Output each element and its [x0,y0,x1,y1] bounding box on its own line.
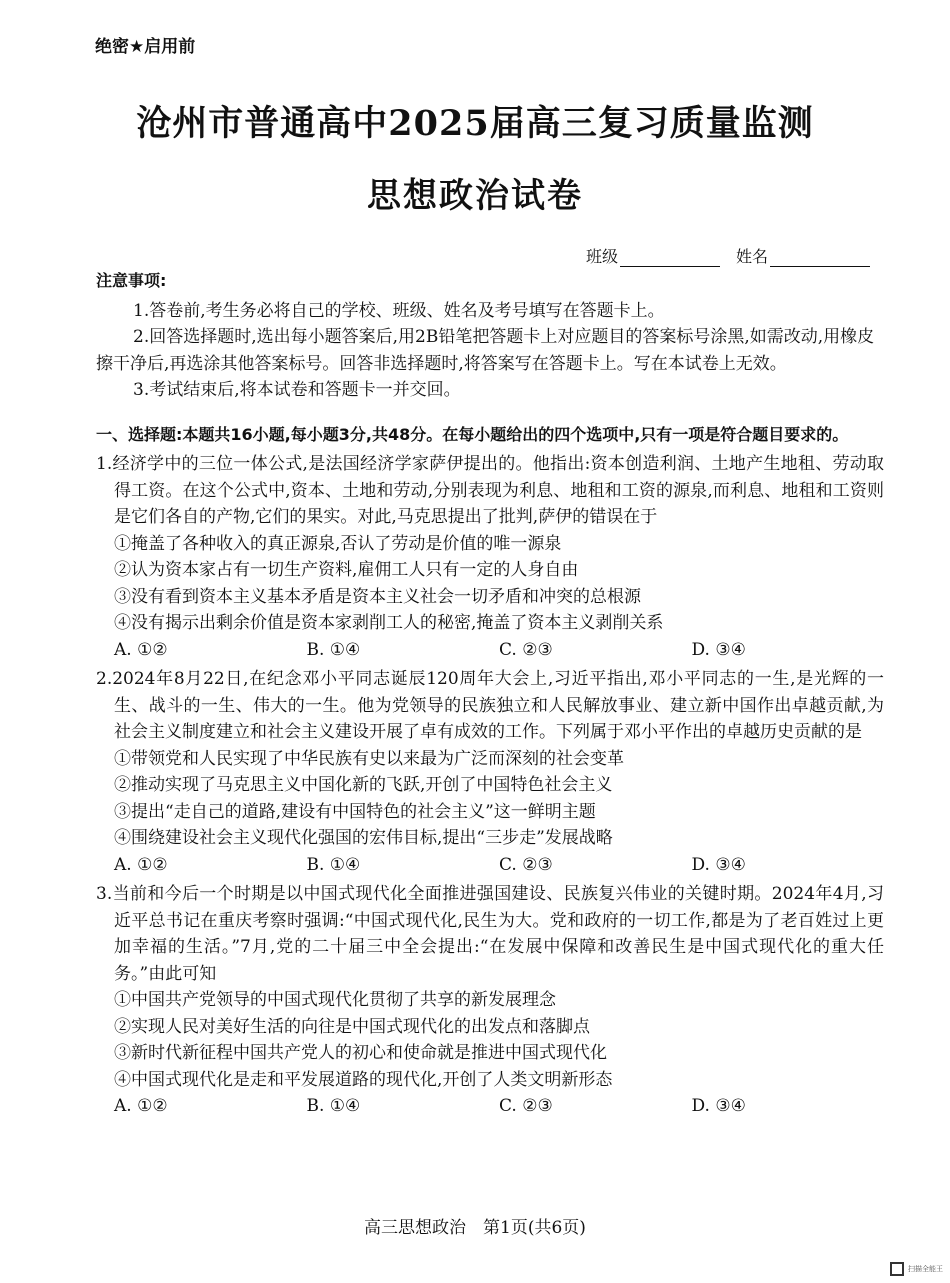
option-a: A. ①② [114,639,168,660]
statement: ②推动实现了马克思主义中国化新的飞跃,开创了中国特色社会主义 [114,775,613,795]
option-d: D. ③④ [691,854,746,875]
notice-heading: 注意事项: [96,271,167,290]
name-blank [770,250,870,267]
class-blank [620,250,720,267]
option-c: C. ②③ [499,1096,553,1116]
subject-title: 思想政治试卷 [367,176,583,216]
option-a: A. ①② [114,1096,168,1116]
statement: ①中国共产党领导的中国式现代化贯彻了共享的新发展理念 [114,990,556,1010]
question-stem: 1.经济学中的三位一体公式,是法国经济学家萨伊提出的。他指出:资本创造利润、土地产生地租、劳动取得工资。在这个公式中,资本、土地和劳动,分别表现为利息、地租和工资的源泉,而利息、地租和工资则是它们各自的产物,它们的果实。对此,马克思提出了批判,萨伊的错误在于 [96,454,884,527]
option-c: C. ②③ [499,854,553,875]
page-footer: 高三思想政治 第1页(共6页) [364,1218,586,1238]
secret-label: 绝密★启用前 [95,37,196,57]
exam-title: 沧州市普通高中2025届高三复习质量监测 [136,103,814,144]
exam-body [96,268,884,1122]
option-b: B. ①④ [306,639,361,660]
option-b: B. ①④ [306,854,361,875]
class-label: 班级 [585,247,618,266]
statement: ④中国式现代化是走和平发展道路的现代化,开创了人类文明新形态 [114,1069,613,1090]
statement: ③没有看到资本主义基本矛盾是资本主义社会一切矛盾和冲突的总根源 [114,586,641,607]
statement: ④没有揭示出剩余价值是资本家剥削工人的秘密,掩盖了资本主义剥削关系 [114,613,664,633]
section-heading: 一、选择题:本题共16小题,每小题3分,共48分。在每小题给出的四个选项中,只有一项是符合题目要求的。 [96,424,849,444]
question-3 [96,881,884,1120]
question-stem: 2.2024年8月22日,在纪念邓小平同志诞辰120周年大会上,习近平指出,邓小平同志的一生,是光辉的一生、战斗的一生、伟大的一生。他为党领导的民族独立和人民解放事业、建立新中国作出卓越贡献,为社会主义制度建立和社会主义建设开展了卓有成效的工作。下列属于邓小平作出的卓越历史贡献的是 [96,669,884,742]
notice-item: 1.答卷前,考生务必将自己的学校、班级、姓名及考号填写在答题卡上。 [133,300,665,321]
options-row [96,637,884,664]
option-a: A. ①② [114,854,168,875]
statement: ①掩盖了各种收入的真正源泉,否认了劳动是价值的唯一源泉 [114,533,562,554]
notice-item: 2.回答选择题时,选出每小题答案后,用2B铅笔把答题卡上对应题目的答案标号涂黑,如需改动,用橡皮擦干净后,再选涂其他答案标号。回答非选择题时,将答案写在答题卡上。写在本试卷上无效。 [96,327,875,374]
statement: ④围绕建设社会主义现代化强国的宏伟目标,提出“三步走”发展战略 [114,828,613,848]
question-2 [96,666,884,878]
question-1 [96,451,884,663]
question-stem: 3.当前和今后一个时期是以中国式现代化全面推进强国建设、民族复兴伟业的关键时期。2024年4月,习近平总书记在重庆考察时强调:“中国式现代化,民生为大。党和政府的一切工作,都是为了老百姓过上更加幸福的生活。”7月,党的二十届三中全会提出:“在发展中保障和改善民生是中国式现代化的重大任务。”由此可知 [96,884,884,984]
statement: ②实现人民对美好生活的向往是中国式现代化的出发点和落脚点 [114,1016,590,1037]
class-name-line [586,244,870,267]
option-b: B. ①④ [306,1096,361,1116]
statement: ③提出“走自己的道路,建设有中国特色的社会主义”这一鲜明主题 [114,801,596,822]
options-row [96,1093,884,1120]
options-row [96,852,884,879]
notice-item: 3.考试结束后,将本试卷和答题卡一并交回。 [133,380,461,400]
scanner-watermark: 扫描全能王 [908,1265,943,1273]
statement: ②认为资本家占有一切生产资料,雇佣工人只有一定的人身自由 [114,560,579,580]
statement: ③新时代新征程中国共产党人的初心和使命就是推进中国式现代化 [114,1043,607,1063]
option-c: C. ②③ [499,639,553,660]
option-d: D. ③④ [691,639,746,660]
qr-code-icon [890,1262,904,1276]
statement: ①带领党和人民实现了中华民族有史以来最为广泛而深刻的社会变革 [114,748,624,769]
name-label: 姓名 [735,247,768,266]
option-d: D. ③④ [691,1096,746,1116]
